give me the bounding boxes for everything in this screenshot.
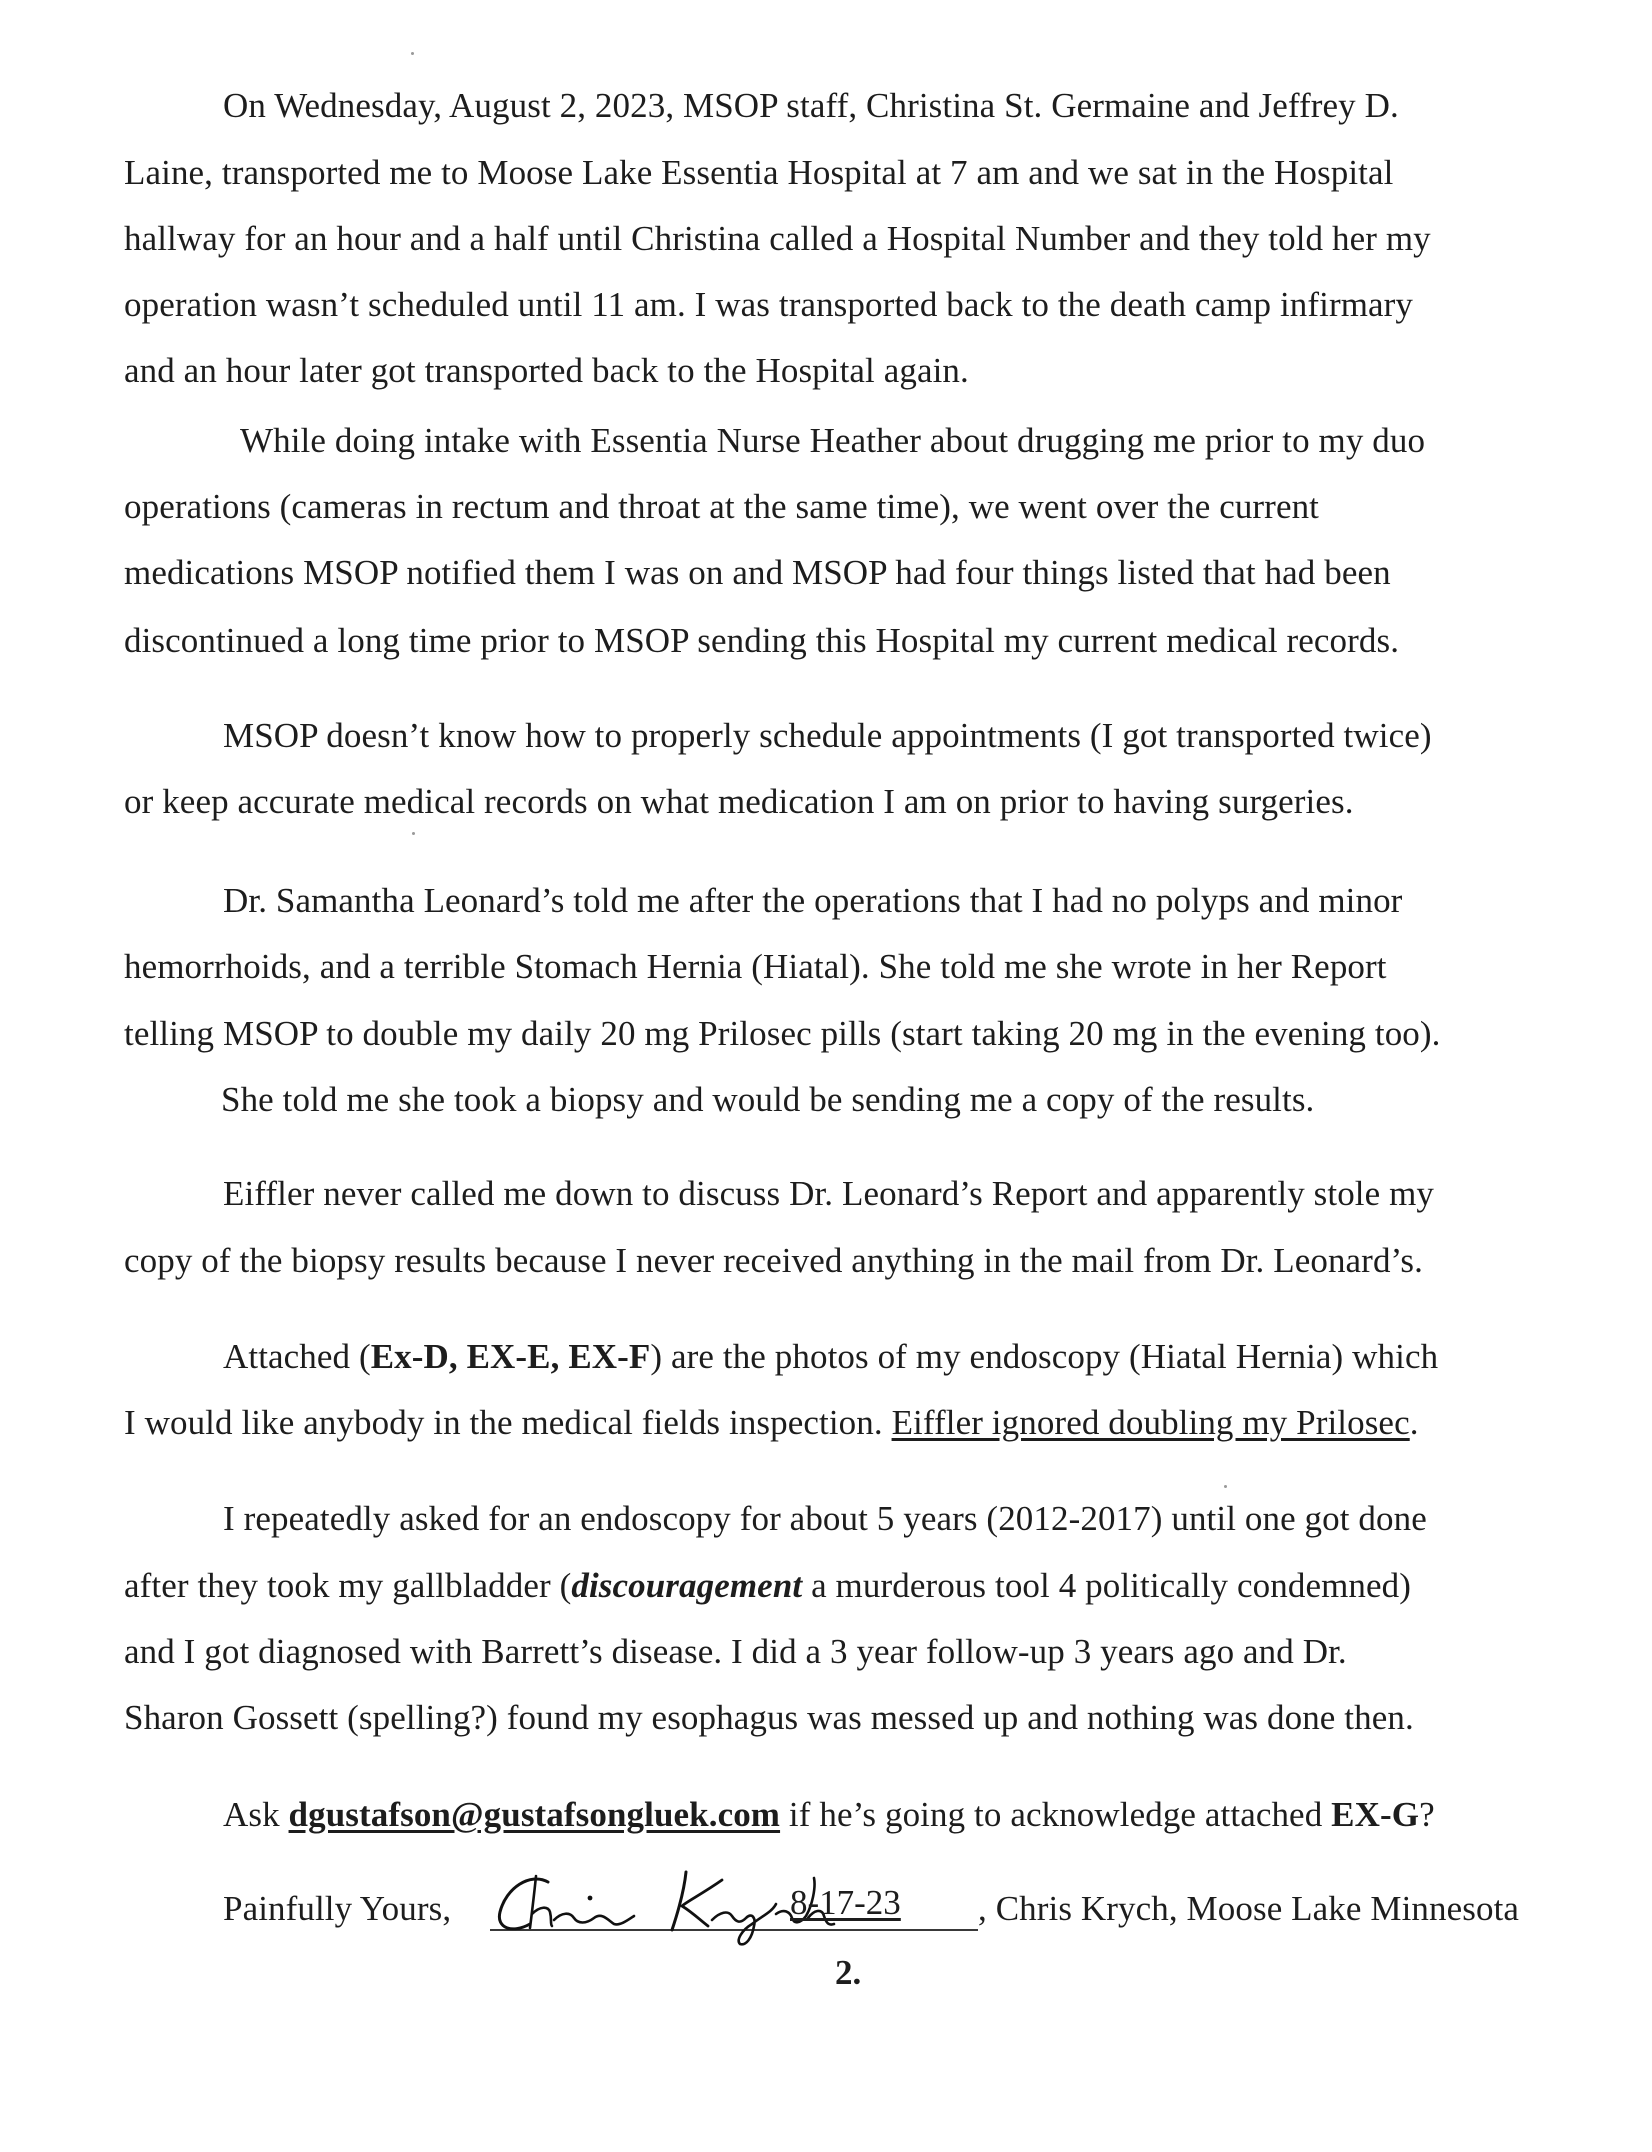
- exhibit-reference: EX-G: [1331, 1795, 1420, 1834]
- paragraph-7-line-1: I repeatedly asked for an endoscopy for about 5 years (2012-2017) until one got done: [223, 1499, 1427, 1538]
- paragraph-1-line-4: operation wasn’t scheduled until 11 am. I was transported back to the death camp infirmary: [124, 285, 1414, 324]
- scan-speck: [411, 52, 414, 55]
- paragraph-5-line-2: copy of the biopsy results because I never received anything in the mail from Dr. Leonard’s.: [124, 1241, 1423, 1280]
- paragraph-4-line-2: hemorrhoids, and a terrible Stomach Hernia (Hiatal). She told me she wrote in her Report: [124, 947, 1387, 986]
- paragraph-7-text: a murderous tool 4 politically condemned): [802, 1566, 1411, 1605]
- emphasized-word: discouragement: [571, 1566, 803, 1605]
- paragraph-1-line-1: On Wednesday, August 2, 2023, MSOP staff, Christina St. Germaine and Jeffrey D.: [223, 86, 1399, 125]
- exhibit-reference: Ex-D, EX-E, EX-F: [370, 1337, 651, 1376]
- ask-text: if he’s going to acknowledge attached: [780, 1795, 1332, 1834]
- paragraph-7-line-4: Sharon Gossett (spelling?) found my esophagus was messed up and nothing was done then.: [124, 1698, 1414, 1737]
- paragraph-4-line-1: Dr. Samantha Leonard’s told me after the operations that I had no polyps and minor: [223, 881, 1403, 920]
- handwritten-signature: [490, 1868, 978, 1948]
- paragraph-6-text: ) are the photos of my endoscopy (Hiatal Hernia) which: [650, 1337, 1439, 1376]
- underlined-statement: Eiffler ignored doubling my Prilosec: [891, 1403, 1410, 1442]
- paragraph-7-line-3: and I got diagnosed with Barrett’s disease. I did a 3 year follow-up 3 years ago and Dr.: [124, 1632, 1347, 1671]
- paragraph-4-line-3: telling MSOP to double my daily 20 mg Prilosec pills (start taking 20 mg in the evening too).: [124, 1014, 1441, 1053]
- paragraph-7-text: after they took my gallbladder (: [124, 1566, 572, 1605]
- paragraph-1-line-5: and an hour later got transported back to the Hospital again.: [124, 351, 969, 390]
- scan-speck: [1224, 1485, 1227, 1488]
- paragraph-6-text: .: [1409, 1403, 1419, 1442]
- email-address: dgustafson@gustafsongluek.com: [288, 1795, 781, 1834]
- paragraph-3-line-2: or keep accurate medical records on what medication I am on prior to having surgeries.: [124, 782, 1354, 821]
- paragraph-5-line-1: Eiffler never called me down to discuss Dr. Leonard’s Report and apparently stole my: [223, 1174, 1435, 1213]
- paragraph-6-line-2: [124, 1402, 1419, 1444]
- paragraph-6-line-1: [223, 1336, 1438, 1378]
- paragraph-1-line-2: Laine, transported me to Moose Lake Essentia Hospital at 7 am and we sat in the Hospital: [124, 153, 1394, 192]
- page-number: 2.: [835, 1953, 862, 1992]
- closing-name-location: , Chris Krych, Moose Lake Minnesota: [978, 1889, 1520, 1928]
- paragraph-2-line-4: discontinued a long time prior to MSOP sending this Hospital my current medical records.: [124, 621, 1400, 660]
- ask-line: [223, 1794, 1435, 1836]
- paragraph-3-line-1: MSOP doesn’t know how to properly schedule appointments (I got transported twice): [223, 716, 1432, 755]
- signature-date: 8-17-23: [790, 1883, 901, 1922]
- ask-text: ?: [1419, 1795, 1435, 1834]
- paragraph-4-line-4: She told me she took a biopsy and would be sending me a copy of the results.: [221, 1080, 1315, 1119]
- ask-text: Ask: [223, 1795, 289, 1834]
- scan-speck: [412, 832, 415, 835]
- paragraph-6-text: Attached (: [223, 1337, 371, 1376]
- paragraph-2-line-2: operations (cameras in rectum and throat at the same time), we went over the current: [124, 487, 1319, 526]
- paragraph-7-line-2: [124, 1565, 1411, 1607]
- paragraph-2-line-3: medications MSOP notified them I was on and MSOP had four things listed that had been: [124, 553, 1391, 592]
- paragraph-2-line-1: While doing intake with Essentia Nurse Heather about drugging me prior to my duo: [240, 421, 1426, 460]
- closing-salutation: Painfully Yours,: [223, 1889, 452, 1928]
- paragraph-6-text: I would like anybody in the medical fields inspection.: [124, 1403, 892, 1442]
- paragraph-1-line-3: hallway for an hour and a half until Christina called a Hospital Number and they told her my: [124, 219, 1431, 258]
